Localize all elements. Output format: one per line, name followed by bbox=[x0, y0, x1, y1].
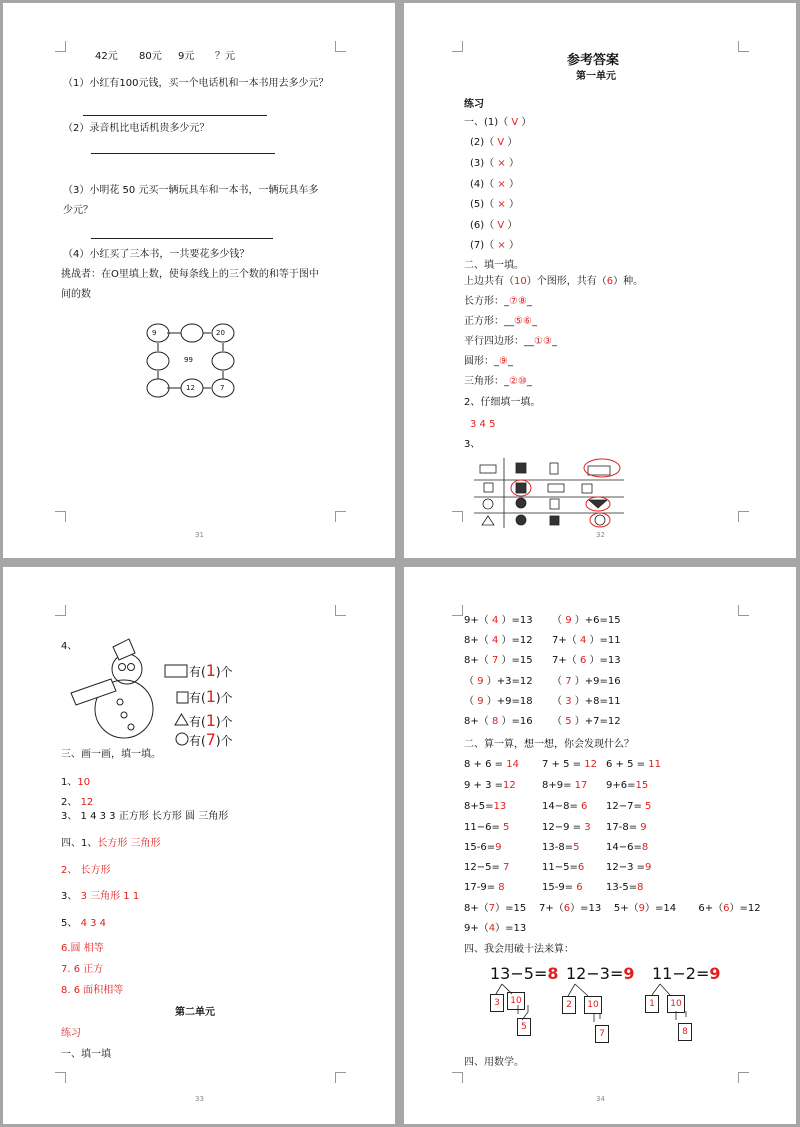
page-number: 31 bbox=[195, 531, 204, 539]
unit-title: 第一单元 bbox=[576, 71, 616, 82]
page-34 bbox=[404, 567, 796, 1124]
break-1-result: 5 bbox=[517, 1018, 531, 1036]
diagram-top-left: 9 bbox=[152, 329, 157, 337]
section-4-answer-1: 四、1、长方形 三角形 bbox=[61, 838, 161, 849]
calculation-item: 17-8= 9 bbox=[606, 822, 647, 833]
last-row: 8+（7）=15 7+（6）=13 5+（9）=14 6+（6）=12 bbox=[464, 903, 761, 914]
break-1-part-a: 3 bbox=[490, 994, 504, 1012]
equation-row: 8+（ 7 ）=15 bbox=[464, 655, 533, 666]
answer-2: 2、 12 bbox=[61, 797, 94, 808]
judge-answer-5: (5)（ × ） bbox=[470, 199, 519, 210]
square-count: 有(1)个 bbox=[189, 687, 233, 706]
answer-1: 1、10 bbox=[61, 777, 91, 788]
answer-3: 3、 1 4 3 3 正方形 长方形 圆 三角形 bbox=[61, 811, 229, 822]
question-4-label: 4、 bbox=[61, 641, 78, 652]
calculation-item: 9 + 3 =12 bbox=[464, 780, 516, 791]
calculation-item: 12−7= 5 bbox=[606, 801, 652, 812]
calculation-item: 14−8= 6 bbox=[542, 801, 588, 812]
calculation-item: 12−5= 7 bbox=[464, 862, 510, 873]
break-ten-equation-2: 12−3=9 bbox=[566, 964, 635, 983]
diagram-bottom-middle: 12 bbox=[186, 384, 195, 392]
break-2-part-a: 2 bbox=[562, 996, 576, 1014]
calculation-item: 8+5=13 bbox=[464, 801, 507, 812]
break-3-result: 8 bbox=[678, 1023, 692, 1041]
diagram-bottom-right: 7 bbox=[220, 384, 225, 392]
practice-label: 练习 bbox=[61, 1028, 81, 1039]
last-row-2: 9+（4）=13 bbox=[464, 923, 527, 934]
answer-key-title: 参考答案 bbox=[567, 53, 620, 68]
calculation-item: 12−3 =9 bbox=[606, 862, 652, 873]
rectangle-answer: 长方形：_⑦⑧_ bbox=[464, 296, 532, 307]
break-3-part-a: 1 bbox=[645, 995, 659, 1013]
square-answer: 正方形：__⑤⑥_ bbox=[464, 316, 537, 327]
calculation-item: 11−5=6 bbox=[542, 862, 585, 873]
equation-row: （ 5 ）+7=12 bbox=[552, 716, 621, 727]
calculation-item: 8 + 6 = 14 bbox=[464, 759, 519, 770]
equation-row: 8+（ 4 ）=12 bbox=[464, 635, 533, 646]
price-4: ？元 bbox=[215, 51, 235, 62]
judge-answer-4: (4)（ × ） bbox=[470, 179, 519, 190]
calculation-item: 6 + 5 = 11 bbox=[606, 759, 661, 770]
section-2-title: 二、算一算，想一想，你会发现什么？ bbox=[464, 739, 634, 750]
page-33 bbox=[3, 567, 395, 1124]
question-3-line-1: （3）小明花 50 元买一辆玩具车和一本书，一辆玩具车多 bbox=[63, 185, 319, 196]
circle-count: 有(7)个 bbox=[189, 730, 233, 749]
equation-row: （ 9 ）+9=18 bbox=[464, 696, 533, 707]
shape-count-line: 上边共有（10）个图形，共有（6）种。 bbox=[464, 276, 644, 287]
challenge-line-2: 间的数 bbox=[61, 289, 91, 300]
calculation-item: 15-9= 6 bbox=[542, 882, 583, 893]
page-32 bbox=[404, 3, 796, 558]
page-number: 32 bbox=[596, 531, 605, 539]
circle-answer: 圆形：_⑨_ bbox=[464, 356, 513, 367]
question-2: （2）录音机比电话机贵多少元？ bbox=[63, 123, 210, 134]
section-4-answer-2: 2、 长方形 bbox=[61, 865, 111, 876]
calculation-item: 11−6= 5 bbox=[464, 822, 510, 833]
equation-row: 7+（ 4 ）=11 bbox=[552, 635, 621, 646]
judge-answer-7: (7)（ × ） bbox=[470, 240, 519, 251]
unit-2-title: 第二单元 bbox=[175, 1007, 215, 1018]
section-4-answer-3: 3、 3 三角形 1 1 bbox=[61, 891, 140, 902]
page-number: 34 bbox=[596, 1095, 605, 1103]
calculation-item: 9+6=15 bbox=[606, 780, 649, 791]
price-2: 80元 bbox=[139, 51, 162, 62]
judge-answer-6: (6)（ V ） bbox=[470, 220, 518, 231]
calculation-item: 13-5=8 bbox=[606, 882, 644, 893]
section-use-math: 四、用数学。 bbox=[464, 1057, 524, 1068]
calculation-item: 17-9= 8 bbox=[464, 882, 505, 893]
section-2-title: 2、仔细填一填。 bbox=[464, 397, 541, 408]
section-fill: 二、填一填。 bbox=[464, 260, 524, 271]
break-3-part-b: 10 bbox=[667, 995, 685, 1013]
break-2-part-b: 10 bbox=[584, 996, 602, 1014]
challenge-line-1: 挑战者：在O里填上数，使每条线上的三个数的和等于图中 bbox=[61, 269, 319, 280]
section-4-answer-8: 8. 6 面积相等 bbox=[61, 985, 124, 996]
equation-row: （ 3 ）+8=11 bbox=[552, 696, 621, 707]
question-1: （1）小红有100元钱，买一个电话机和一本书用去多少元？ bbox=[63, 78, 329, 89]
judge-answer-1: 一、(1)（ V ） bbox=[464, 117, 532, 128]
price-1: 42元 bbox=[95, 51, 118, 62]
page-number: 33 bbox=[195, 1095, 204, 1103]
diagram-top-right: 20 bbox=[216, 329, 225, 337]
price-3: 9元 bbox=[178, 51, 195, 62]
equation-row: （ 7 ）+9=16 bbox=[552, 676, 621, 687]
calculation-item: 7 + 5 = 12 bbox=[542, 759, 597, 770]
calculation-item: 8+9= 17 bbox=[542, 780, 588, 791]
section-4-answer-6: 6.圆 相等 bbox=[61, 943, 104, 954]
equation-row: 8+（ 8 ）=16 bbox=[464, 716, 533, 727]
judge-answer-2: (2)（ V ） bbox=[470, 137, 518, 148]
triangle-count: 有(1)个 bbox=[189, 711, 233, 730]
section-practice: 练习 bbox=[464, 99, 484, 110]
triangle-answer: 三角形：_②⑩_ bbox=[464, 376, 532, 387]
equation-row: 7+（ 6 ）=13 bbox=[552, 655, 621, 666]
break-1-part-b: 10 bbox=[507, 992, 525, 1010]
judge-answer-3: (3)（ × ） bbox=[470, 158, 519, 169]
shape-sorting-table bbox=[404, 3, 796, 558]
rect-count: 有(1)个 bbox=[189, 661, 233, 680]
equation-row: （ 9 ）+6=15 bbox=[552, 615, 621, 626]
calculation-item: 13-8=5 bbox=[542, 842, 580, 853]
parallelogram-answer: 平行四边形：__①③_ bbox=[464, 336, 557, 347]
calculation-item: 15-6=9 bbox=[464, 842, 502, 853]
section-3-title: 3、 bbox=[464, 439, 481, 450]
question-4: （4）小红买了三本书，一共要花多少钱？ bbox=[63, 249, 250, 260]
section-4-answer-5: 5、 4 3 4 bbox=[61, 918, 107, 929]
number-answers: 3 4 5 bbox=[470, 419, 496, 430]
equation-row: 9+（ 4 ）=13 bbox=[464, 615, 533, 626]
break-ten-equation-1: 13−5=8 bbox=[490, 964, 559, 983]
section-4-title: 四、我会用破十法来算： bbox=[464, 944, 574, 955]
break-ten-equation-3: 11−2=9 bbox=[652, 964, 721, 983]
equation-row: （ 9 ）+3=12 bbox=[464, 676, 533, 687]
question-3-line-2: 少元？ bbox=[63, 205, 93, 216]
page-31 bbox=[3, 3, 395, 558]
break-2-result: 7 bbox=[595, 1025, 609, 1043]
calculation-item: 12−9 = 3 bbox=[542, 822, 591, 833]
calculation-item: 14−6=8 bbox=[606, 842, 649, 853]
fill-section-title: 一、填一填 bbox=[61, 1049, 111, 1060]
circle-square-diagram bbox=[3, 3, 395, 558]
diagram-center: 99 bbox=[184, 356, 193, 364]
section-3-title: 三、画一画，填一填。 bbox=[61, 749, 161, 760]
section-4-answer-7: 7. 6 正方 bbox=[61, 964, 104, 975]
